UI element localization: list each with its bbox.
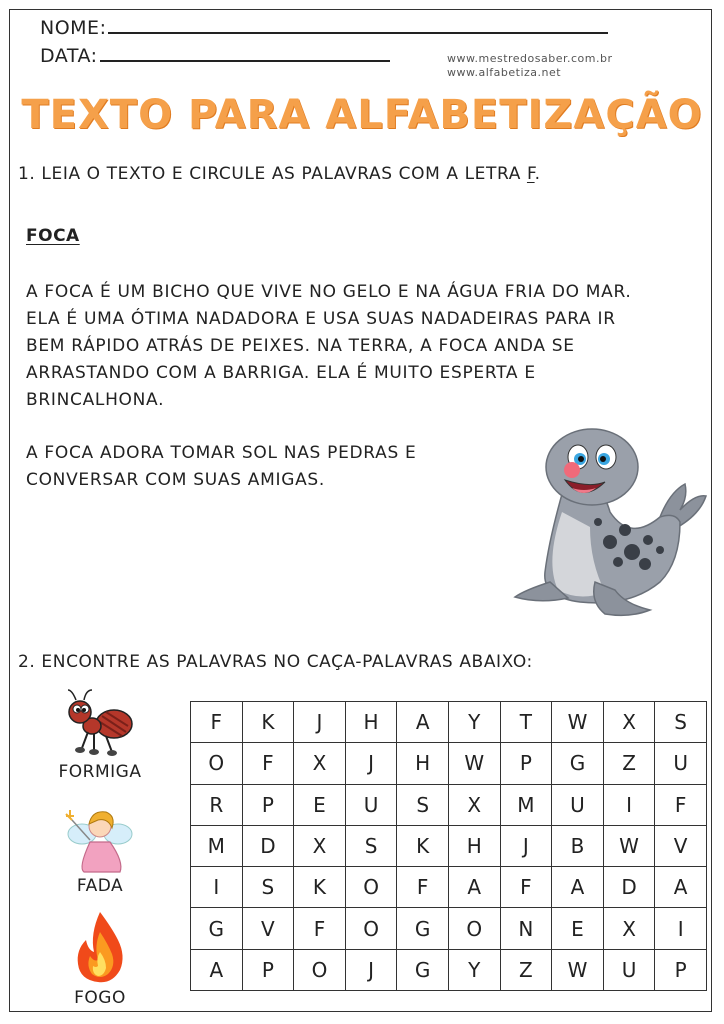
grid-cell[interactable]: A <box>655 867 707 908</box>
grid-cell[interactable]: Z <box>501 950 553 991</box>
grid-cell[interactable]: P <box>655 950 707 991</box>
grid-cell[interactable]: S <box>655 702 707 743</box>
grid-cell[interactable]: H <box>449 826 501 867</box>
name-field <box>40 16 608 39</box>
grid-cell[interactable]: E <box>552 908 604 949</box>
grid-cell[interactable]: P <box>501 743 553 784</box>
site-url-1: www.mestredosaber.com.br <box>447 52 613 65</box>
grid-cell[interactable]: F <box>397 867 449 908</box>
story-line: A FOCA ADORA TOMAR SOL NAS PEDRAS E <box>26 443 417 463</box>
story-paragraph-2 <box>26 440 506 494</box>
site-url-2: www.alfabetiza.net <box>447 66 562 79</box>
grid-cell[interactable]: D <box>604 867 656 908</box>
grid-cell[interactable]: X <box>294 743 346 784</box>
grid-cell[interactable]: X <box>604 908 656 949</box>
grid-cell[interactable]: I <box>191 867 243 908</box>
grid-cell[interactable]: B <box>552 826 604 867</box>
grid-cell[interactable]: W <box>604 826 656 867</box>
grid-cell[interactable]: S <box>346 826 398 867</box>
grid-cell[interactable]: N <box>501 908 553 949</box>
grid-cell[interactable]: A <box>397 702 449 743</box>
ant-icon <box>64 686 138 758</box>
grid-cell[interactable]: O <box>294 950 346 991</box>
name-input-line[interactable] <box>108 16 608 34</box>
grid-cell[interactable]: R <box>191 785 243 826</box>
word-label-fogo: FOGO <box>74 988 126 1008</box>
fairy-icon <box>62 806 138 874</box>
grid-cell[interactable]: K <box>243 702 295 743</box>
page-title: TEXTO PARA ALFABETIZAÇÃO <box>21 92 703 138</box>
instruction-1-letter: F <box>526 164 535 184</box>
grid-cell[interactable]: K <box>294 867 346 908</box>
grid-cell[interactable]: G <box>397 950 449 991</box>
grid-cell[interactable]: G <box>191 908 243 949</box>
grid-cell[interactable]: U <box>604 950 656 991</box>
grid-cell[interactable]: I <box>655 908 707 949</box>
grid-cell[interactable]: X <box>294 826 346 867</box>
instruction-1-text: 1. LEIA O TEXTO E CIRCULE AS PALAVRAS COM A LETRA <box>18 164 527 184</box>
grid-cell[interactable]: F <box>501 867 553 908</box>
grid-cell[interactable]: H <box>346 702 398 743</box>
date-input-line[interactable] <box>100 44 390 62</box>
date-field <box>40 44 390 67</box>
story-paragraph-1 <box>26 279 706 414</box>
grid-cell[interactable]: G <box>397 908 449 949</box>
grid-cell[interactable]: Y <box>449 950 501 991</box>
grid-cell[interactable]: J <box>346 743 398 784</box>
grid-cell[interactable]: Z <box>604 743 656 784</box>
story-line: A FOCA É UM BICHO QUE VIVE NO GELO E NA ÁGUA FRIA DO MAR. <box>26 282 632 302</box>
story-line: ARRASTANDO COM A BARRIGA. ELA É MUITO ESPERTA E <box>26 363 536 383</box>
instruction-1-suffix: . <box>534 164 541 184</box>
grid-cell[interactable]: F <box>243 743 295 784</box>
grid-cell[interactable]: J <box>501 826 553 867</box>
grid-cell[interactable]: O <box>449 908 501 949</box>
word-label-fada: FADA <box>76 876 124 896</box>
grid-cell[interactable]: Y <box>449 702 501 743</box>
grid-cell[interactable]: F <box>294 908 346 949</box>
grid-cell[interactable]: U <box>346 785 398 826</box>
instruction-2: 2. ENCONTRE AS PALAVRAS NO CAÇA-PALAVRAS ABAIXO: <box>18 652 533 672</box>
fire-icon <box>72 910 128 984</box>
grid-cell[interactable]: V <box>655 826 707 867</box>
grid-cell[interactable]: A <box>552 867 604 908</box>
story-line: BEM RÁPIDO ATRÁS DE PEIXES. NA TERRA, A FOCA ANDA SE <box>26 336 575 356</box>
story-line: CONVERSAR COM SUAS AMIGAS. <box>26 470 325 490</box>
grid-cell[interactable]: X <box>604 702 656 743</box>
grid-cell[interactable]: U <box>655 743 707 784</box>
word-search-grid <box>190 701 707 991</box>
grid-cell[interactable]: O <box>191 743 243 784</box>
grid-cell[interactable]: W <box>449 743 501 784</box>
grid-cell[interactable]: S <box>397 785 449 826</box>
date-label: DATA: <box>40 45 98 67</box>
grid-cell[interactable]: K <box>397 826 449 867</box>
grid-cell[interactable]: F <box>191 702 243 743</box>
grid-cell[interactable]: W <box>552 702 604 743</box>
grid-cell[interactable]: D <box>243 826 295 867</box>
grid-cell[interactable]: T <box>501 702 553 743</box>
name-label: NOME: <box>40 17 107 39</box>
grid-cell[interactable]: J <box>294 702 346 743</box>
instruction-1 <box>18 164 541 184</box>
grid-cell[interactable]: X <box>449 785 501 826</box>
grid-cell[interactable]: A <box>449 867 501 908</box>
grid-cell[interactable]: M <box>501 785 553 826</box>
grid-cell[interactable]: S <box>243 867 295 908</box>
story-line: BRINCALHONA. <box>26 390 165 410</box>
grid-cell[interactable]: G <box>552 743 604 784</box>
grid-cell[interactable]: W <box>552 950 604 991</box>
grid-cell[interactable]: H <box>397 743 449 784</box>
grid-cell[interactable]: U <box>552 785 604 826</box>
story-line: ELA É UMA ÓTIMA NADADORA E USA SUAS NADADEIRAS PARA IR <box>26 309 616 329</box>
grid-cell[interactable]: F <box>655 785 707 826</box>
grid-cell[interactable]: M <box>191 826 243 867</box>
grid-cell[interactable]: I <box>604 785 656 826</box>
seal-illustration <box>510 422 710 622</box>
grid-cell[interactable]: P <box>243 785 295 826</box>
grid-cell[interactable]: O <box>346 867 398 908</box>
grid-cell[interactable]: P <box>243 950 295 991</box>
grid-cell[interactable]: J <box>346 950 398 991</box>
story-title: FOCA <box>26 226 80 246</box>
word-label-formiga: FORMIGA <box>58 762 142 782</box>
grid-cell[interactable]: O <box>346 908 398 949</box>
grid-cell[interactable]: E <box>294 785 346 826</box>
grid-cell[interactable]: V <box>243 908 295 949</box>
grid-cell[interactable]: A <box>191 950 243 991</box>
